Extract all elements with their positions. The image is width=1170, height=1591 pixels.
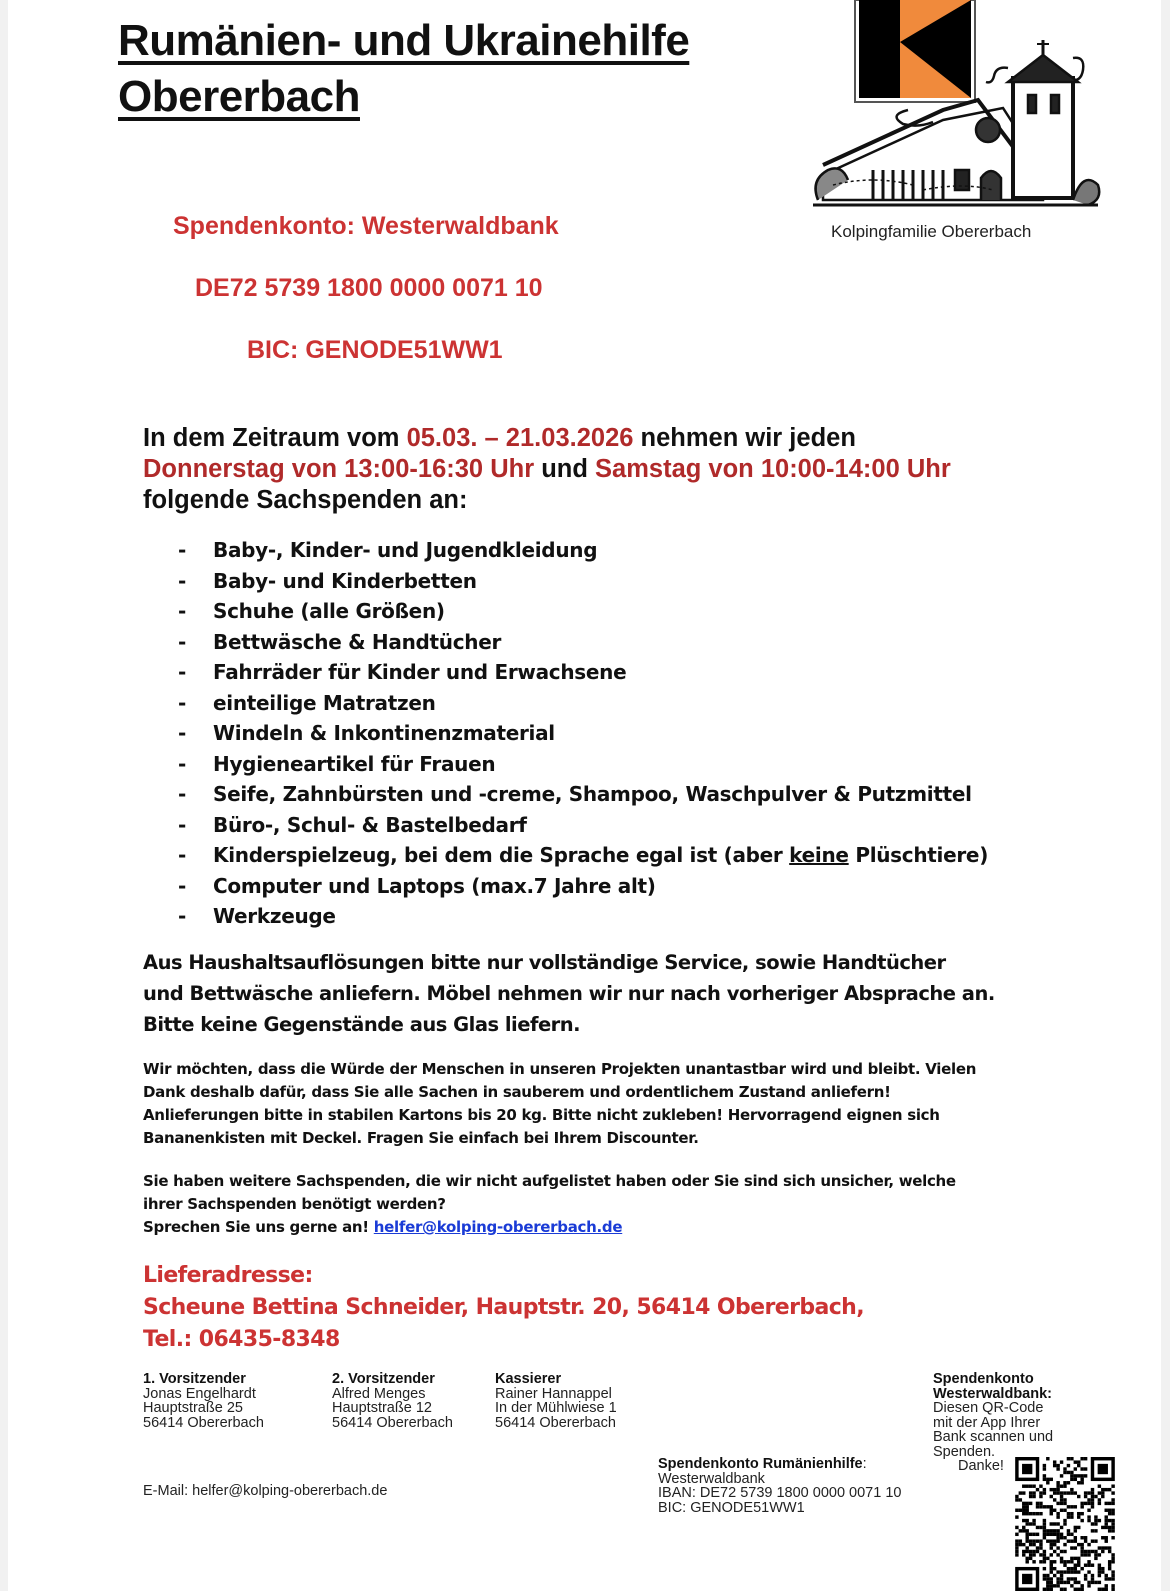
item-text: Bettwäsche & Handtücher [213,629,502,654]
board-member-role: 1. Vorsitzender [143,1371,246,1387]
donation-item [178,779,988,810]
board-member-name: Rainer Hannappel [495,1385,612,1402]
board-member-name: Alfred Menges [332,1385,426,1402]
page-title-line2: Obererbach [118,72,360,121]
bank-iban: DE72 5739 1800 0000 0071 10 [195,274,543,302]
item-text: Kinderspielzeug, bei dem die Sprache egal ist (aber [213,843,790,867]
intro-text: In dem Zeitraum vom [143,424,407,452]
notice-line2: und Bettwäsche anliefern. Möbel nehmen wir nur nach vorheriger Absprache an. [143,982,995,1005]
qr-code-icon[interactable] [1015,1457,1115,1591]
donation-item [178,871,988,902]
donation-item [178,749,988,780]
board-member-role: 2. Vorsitzender [332,1371,435,1387]
list-dash: - [178,599,187,623]
intro-line2 [143,454,951,485]
qr-text-4: Spenden. [933,1443,996,1460]
donation-item [178,688,988,719]
item-text: Hygieneartikel für Frauen [213,751,496,776]
qr-text-3: Bank scannen und [933,1429,1054,1445]
board-member-street: Hauptstraße 25 [143,1400,243,1416]
contact-line3 [143,1216,622,1239]
kolping-church-logo [803,0,1103,225]
delivery-label: Lieferadresse: [143,1263,313,1288]
item-text: einteilige Matratzen [213,690,436,715]
board-member-street: Hauptstraße 12 [332,1400,432,1416]
dignity-line3: Anlieferungen bitte in stabilen Kartons bis 20 kg. Bitte nicht zukleben! Hervorragend eignen sich [143,1106,940,1124]
collection-period: 05.03. – 21.03.2026 [406,424,634,452]
contact-line2: ihrer Sachspenden benötigt werden? [143,1195,446,1213]
item-text: Baby-, Kinder- und Jugendkleidung [213,538,598,562]
donation-item [178,566,988,597]
notice-line1: Aus Haushaltsauflösungen bitte nur vollständige Service, sowie Handtücher [143,951,946,974]
list-dash: - [178,812,187,837]
item-text: Seife, [213,782,283,806]
item-text: Werkzeuge [213,904,336,928]
donation-item [178,657,988,688]
item-text: Windeln & Inkontinenzmaterial [213,721,555,745]
colon: : [862,1456,867,1472]
list-dash: - [178,690,187,715]
board-member-street: In der Mühlwiese 1 [495,1400,617,1416]
dignity-line2: Dank deshalb dafür, dass Sie alle Sachen in sauberem und ordentlichem Zustand anliefern! [143,1083,891,1101]
donation-item [178,840,988,871]
board-member [495,1372,617,1430]
delivery-address: Scheune Bettina Schneider, Hauptstr. 20, 56414 Obererbach, [143,1295,864,1320]
list-dash: - [178,873,187,898]
board-member-role: Kassierer [495,1371,562,1387]
item-text: und -creme, Shampoo, Waschpulver & Putzmittel [423,782,972,806]
intro-text: nehmen wir jeden [633,424,856,452]
saturday-hours: Samstag von 10:00-14:00 Uhr [595,455,951,483]
qr-text-1: Diesen QR-Code [933,1400,1044,1416]
item-text: Fahrräder für Kinder und Erwachsene [213,660,627,684]
footer-account-iban: IBAN: DE72 5739 1800 0000 0071 10 [658,1485,902,1501]
item-text: Plüschtiere) [848,843,989,867]
intro-line3: folgende Sachspenden an: [143,486,468,514]
donation-items-list [178,535,988,932]
contact-line1: Sie haben weitere Sachspenden, die wir nicht aufgelistet haben oder Sie sind sich unsicher, welche [143,1172,956,1190]
dignity-line1: Wir möchten, dass die Würde der Menschen in unseren Projekten unantastbar wird und bleibt. Vielen [143,1060,977,1078]
qr-title-1: Spendenkonto [933,1371,1034,1387]
logo-caption: Kolpingfamilie Obererbach [831,222,1032,241]
emphasis-underline: keine [789,843,849,867]
donation-item [178,718,988,749]
bank-bic: BIC: GENODE51WW1 [247,336,503,364]
list-dash: - [178,568,187,593]
list-dash: - [178,751,187,776]
donation-item [178,535,988,566]
notice-line3: Bitte keine Gegenstände aus Glas liefern. [143,1013,581,1036]
board-member-name: Jonas Engelhardt [143,1385,256,1402]
dignity-line4: Bananenkisten mit Deckel. Fragen Sie einfach bei Ihrem Discounter. [143,1129,699,1147]
list-dash: - [178,782,187,806]
board-member-city: 56414 Obererbach [332,1414,453,1431]
qr-thanks: Danke! [958,1458,1004,1474]
intro-text: und [534,455,596,483]
item-text: Baby- und Kinderbetten [213,568,477,593]
contact-text: Sprechen Sie uns gerne an! [143,1218,374,1236]
qr-title-2: Westerwaldbank: [933,1385,1052,1402]
delivery-phone: Tel.: 06435-8348 [143,1327,340,1352]
bank-account-line: Spendenkonto: Westerwaldbank [173,212,559,240]
footer-account-title: Spendenkonto Rumänienhilfe [658,1456,863,1472]
emphasis-bold: Zahnbürsten [282,782,424,806]
qr-text-2: mit der App Ihrer [933,1414,1041,1431]
board-member-city: 56414 Obererbach [495,1414,616,1431]
donation-item [178,810,988,841]
donation-item [178,596,988,627]
footer-account-block [658,1457,901,1515]
footer-account-bic: BIC: GENODE51WW1 [658,1499,805,1516]
donation-item [178,627,988,658]
board-member-city: 56414 Obererbach [143,1414,264,1431]
kolping-k-icon [855,0,975,102]
page-title-line1: Rumänien- und Ukrainehilfe [118,16,690,65]
list-dash: - [178,629,187,654]
flyer-page [8,0,1161,1591]
email-link[interactable]: helfer@kolping-obererbach.de [373,1218,623,1236]
list-dash: - [178,538,187,562]
board-member [332,1372,453,1430]
intro-line1 [143,423,856,454]
list-dash: - [178,721,187,745]
list-dash: - [178,904,187,928]
donation-item [178,901,988,932]
footer-email: E-Mail: helfer@kolping-obererbach.de [143,1483,388,1499]
item-text: Computer und Laptops (max.7 Jahre alt) [213,873,656,898]
thursday-hours: Donnerstag von 13:00-16:30 Uhr [143,455,535,483]
board-member [143,1372,264,1430]
item-text: Schuhe (alle Größen) [213,599,445,623]
footer-account-bank: Westerwaldbank [658,1470,765,1487]
item-text: Büro-, Schul- & Bastelbedarf [213,812,527,837]
list-dash: - [178,843,187,867]
list-dash: - [178,660,187,684]
